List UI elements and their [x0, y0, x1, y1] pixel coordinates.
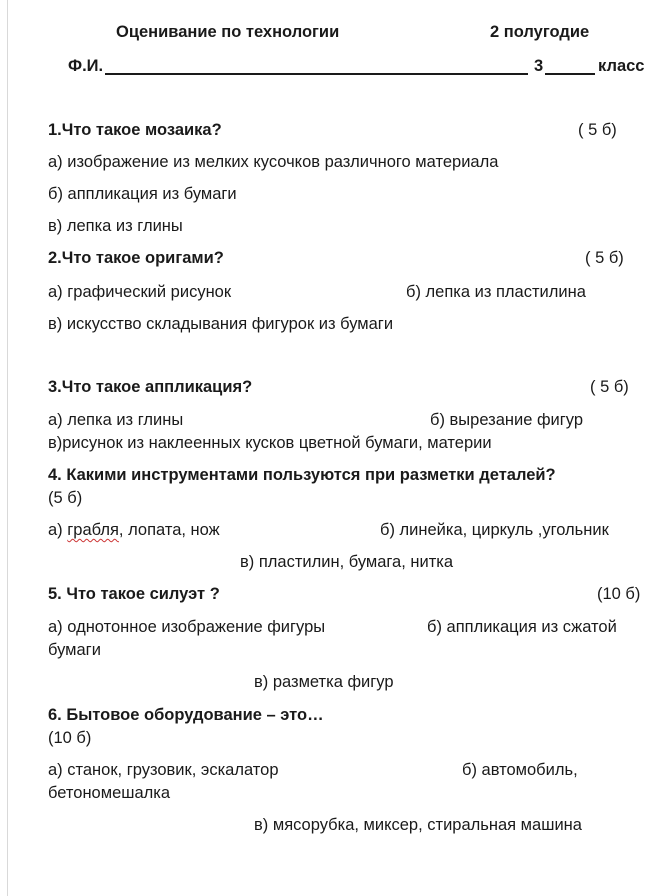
- page-edge: [7, 0, 8, 896]
- question-2-option-b: б) лепка из пластилина: [406, 283, 586, 301]
- class-label: класс: [598, 57, 645, 75]
- question-3: 3.Что такое аппликация?: [48, 378, 253, 396]
- name-label: Ф.И.: [68, 57, 104, 75]
- question-1-points: ( 5 б): [578, 121, 617, 139]
- question-6-option-b: б) автомобиль,: [462, 761, 578, 779]
- question-5-option-c: в) разметка фигур: [254, 673, 394, 691]
- question-3-option-b: б) вырезание фигур: [430, 411, 584, 429]
- question-6-option-c: в) мясорубка, миксер, стиральная машина: [254, 816, 582, 834]
- question-3-option-c: в)рисунок из наклеенных кусков цветной бумаги, материи: [48, 434, 492, 452]
- question-4-option-a: [48, 520, 220, 540]
- question-1-option-c: в) лепка из глины: [48, 217, 183, 235]
- question-5-option-a: а) однотонное изображение фигуры: [48, 618, 326, 636]
- option-a-prefix: а): [48, 521, 68, 539]
- question-3-points: ( 5 б): [590, 378, 629, 396]
- question-4-option-b: б) линейка, циркуль ,угольник: [380, 521, 609, 539]
- question-4-points: (5 б): [48, 489, 83, 507]
- question-6: 6. Бытовое оборудование – это…: [48, 706, 324, 724]
- half-year-label: 2 полугодие: [490, 23, 590, 41]
- question-4-option-c: в) пластилин, бумага, нитка: [240, 553, 454, 571]
- spellcheck-word: грабля: [67, 521, 119, 539]
- class-number: 3: [534, 57, 544, 75]
- test-title: Оценивание по технологии: [116, 23, 340, 41]
- question-1-option-a: а) изображение из мелких кусочков различного материала: [48, 153, 499, 171]
- name-blank-line: [105, 73, 528, 75]
- question-2-points: ( 5 б): [585, 249, 624, 267]
- question-5-option-b: б) аппликация из сжатой: [427, 618, 617, 636]
- question-6-points: (10 б): [48, 729, 92, 747]
- option-a-rest: , лопата, нож: [118, 521, 220, 539]
- question-5-option-b-cont: бумаги: [48, 641, 101, 659]
- question-5: 5. Что такое силуэт ?: [48, 585, 220, 603]
- question-6-option-a: а) станок, грузовик, эскалатор: [48, 761, 279, 779]
- question-2-option-c: в) искусство складывания фигурок из бумаги: [48, 315, 394, 333]
- question-6-option-b-cont: бетономешалка: [48, 784, 171, 802]
- question-3-option-a: а) лепка из глины: [48, 411, 184, 429]
- question-2-option-a: а) графический рисунок: [48, 283, 232, 301]
- class-blank-line: [545, 73, 595, 75]
- question-5-points: (10 б): [597, 585, 641, 603]
- question-1: 1.Что такое мозаика?: [48, 121, 222, 139]
- question-2: 2.Что такое оригами?: [48, 249, 224, 267]
- question-1-option-b: б) аппликация из бумаги: [48, 185, 237, 203]
- question-4: 4. Какими инструментами пользуются при разметки деталей?: [48, 466, 556, 484]
